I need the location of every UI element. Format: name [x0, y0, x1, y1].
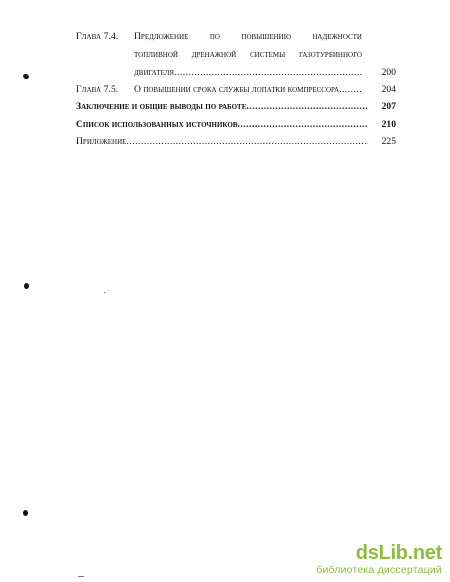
- watermark-logo-tld: net: [412, 542, 442, 564]
- scan-hole-mark: [23, 510, 28, 516]
- toc-entry-line: [76, 134, 368, 150]
- scan-speck: [104, 292, 105, 293]
- toc-entry-title: Приложение: [76, 136, 127, 147]
- toc-page-number: 210: [381, 119, 396, 130]
- scan-hole-mark: [22, 73, 30, 80]
- toc-entry-title-line: О повышении срока службы лопатки компрессора: [134, 84, 340, 95]
- dot-leader: [339, 82, 362, 100]
- dot-leader: [126, 134, 368, 150]
- toc-entry-conclusion[interactable]: [76, 99, 396, 115]
- dot-leader: [246, 99, 368, 115]
- toc-entry-label: Глава 7.5.: [76, 84, 119, 95]
- scan-hole-mark: [24, 283, 29, 289]
- toc-entry-title-line: Предложение по повышению надежности: [134, 31, 362, 42]
- toc-entry-label: Глава 7.4.: [76, 31, 119, 42]
- dot-leader: [237, 117, 368, 133]
- watermark-logo: [316, 542, 442, 564]
- toc-entry-title-line: топливной дренажной системы газотурбинного: [134, 49, 362, 60]
- toc-page-number: 225: [381, 136, 396, 147]
- toc-entry-title: Заключение и общие выводы по работе: [76, 101, 247, 112]
- scan-speck: [78, 576, 84, 577]
- toc-entry-title-line-leader: [134, 65, 362, 83]
- toc-page-number: 200: [381, 67, 396, 78]
- toc-entry-line: [76, 117, 368, 133]
- toc-entry-title-line: двигателя: [134, 67, 175, 78]
- dslib-watermark[interactable]: [316, 542, 442, 576]
- toc-entry-appendix[interactable]: [76, 134, 396, 150]
- watermark-logo-dot: .: [407, 542, 413, 564]
- toc-entry-title: Список использованных источников: [76, 119, 238, 130]
- toc-entry-title: [134, 82, 362, 100]
- toc-page-number: 207: [381, 101, 396, 112]
- dot-leader: [174, 65, 362, 83]
- toc-page-number: 204: [381, 84, 396, 95]
- watermark-logo-main: dsLib: [355, 542, 408, 564]
- toc-entry-title: [134, 29, 362, 83]
- toc-entry-line: [76, 99, 368, 115]
- toc-entry-title-line-leader: [134, 82, 362, 100]
- watermark-subtitle: библиотека диссертаций: [316, 564, 442, 576]
- toc-entry-references[interactable]: [76, 117, 396, 133]
